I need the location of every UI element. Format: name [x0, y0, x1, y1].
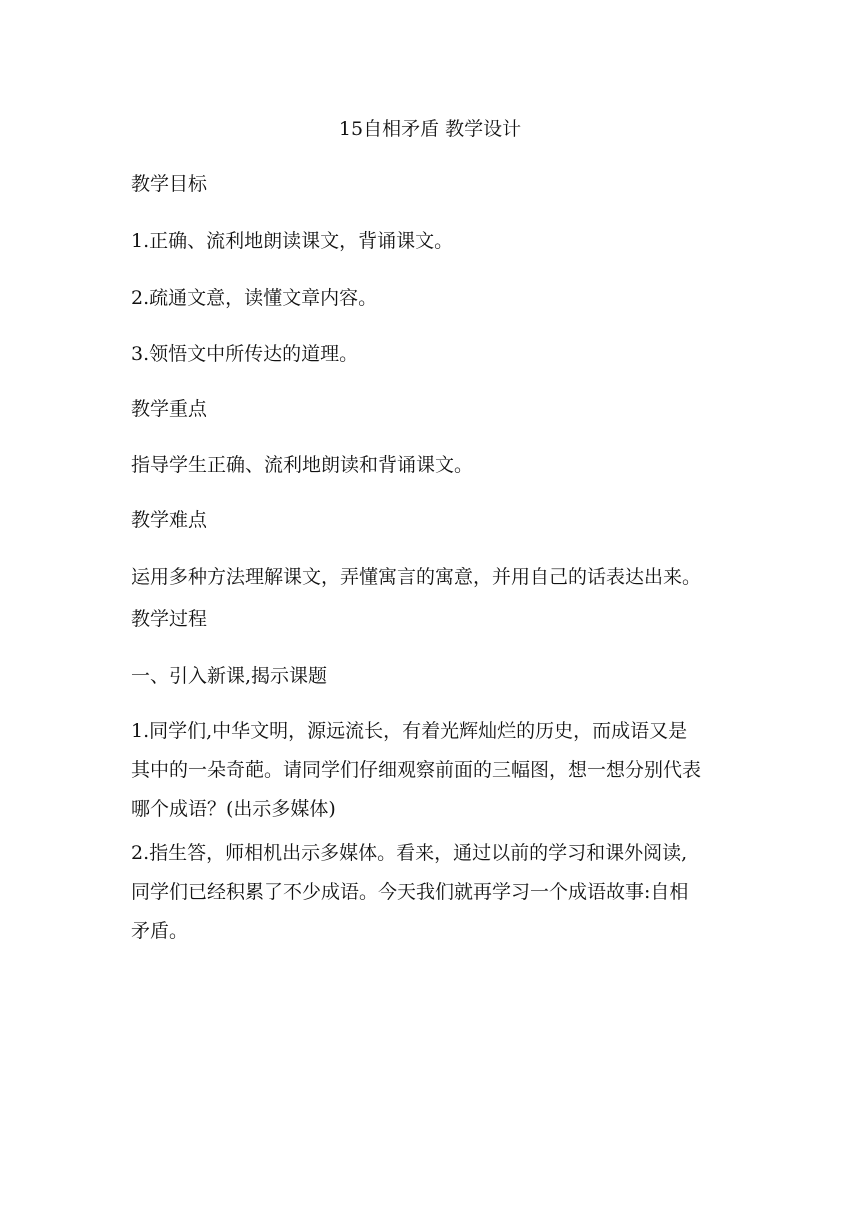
objective-item-3: 3.领悟文中所传达的道理。 — [131, 343, 359, 365]
objective-item-1: 1.正确、流利地朗读课文，背诵课文。 — [131, 230, 454, 252]
key-point-heading: 教学重点 — [131, 398, 208, 420]
paragraph-1-line-2: 其中的一朵奇葩。请同学们仔细观察前面的三幅图，想一想分别代表 — [131, 759, 702, 781]
key-point-text: 指导学生正确、流利地朗读和背诵课文。 — [131, 454, 474, 476]
objective-item-2: 2.疏通文意，读懂文章内容。 — [131, 287, 378, 309]
section1-paragraph-2 — [131, 834, 731, 951]
process-heading: 教学过程 — [131, 608, 208, 630]
section1-paragraph-1 — [131, 712, 731, 829]
difficulty-heading: 教学难点 — [131, 509, 208, 531]
paragraph-1-line-3: 哪个成语？(出示多媒体) — [131, 798, 336, 820]
objectives-heading: 教学目标 — [131, 173, 208, 195]
document-title: 15自相矛盾 教学设计 — [338, 118, 522, 140]
paragraph-1-line-1: 1.同学们,中华文明，源远流长，有着光辉灿烂的历史，而成语又是 — [131, 720, 688, 742]
paragraph-2-line-3: 矛盾。 — [131, 920, 189, 942]
section1-heading: 一、引入新课,揭示课题 — [131, 665, 328, 687]
paragraph-2-line-2: 同学们已经积累了不少成语。今天我们就再学习一个成语故事:自相 — [131, 881, 689, 903]
paragraph-2-line-1: 2.指生答，师相机出示多媒体。看来，通过以前的学习和课外阅读, — [131, 842, 688, 864]
difficulty-text: 运用多种方法理解课文，弄懂寓言的寓意，并用自己的话表达出来。 — [131, 566, 702, 588]
